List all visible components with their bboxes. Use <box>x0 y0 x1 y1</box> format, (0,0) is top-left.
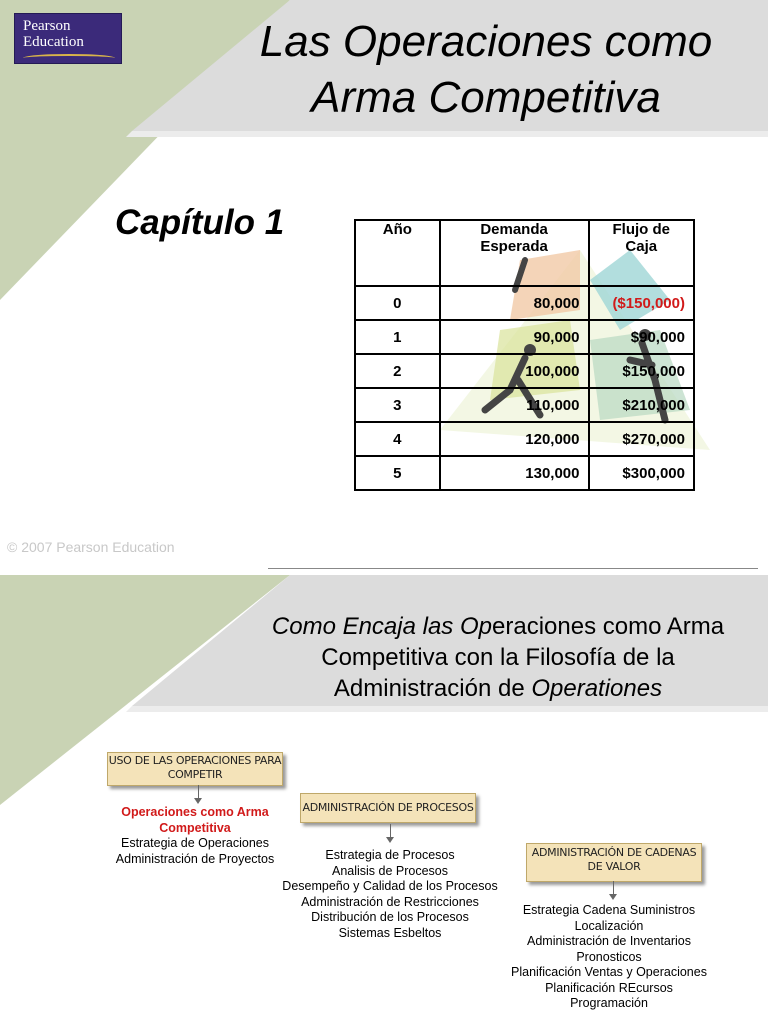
cell-year: 5 <box>355 456 440 490</box>
slide-separator <box>0 563 768 575</box>
cell-demand: 110,000 <box>440 388 589 422</box>
slide-title: Como Encaja las Operaciones como Arma Competitiva con la Filosofía de la Administración de Operationes <box>271 613 725 702</box>
cell-demand: 100,000 <box>440 354 589 388</box>
cell-year: 2 <box>355 354 440 388</box>
slide-2 <box>0 575 768 1024</box>
cell-year: 4 <box>355 422 440 456</box>
slide-title: Las Operaciones como Arma Competitiva <box>259 17 713 122</box>
cell-cash-flow: $210,000 <box>589 388 695 422</box>
list-column-3: Estrategia Cadena Suministros Localización Administración de Inventarios Pronosticos Planificación Ventas y Operaciones Planificación REcursos Programación <box>511 903 707 1010</box>
chapter-label: Capítulo 1 <box>115 203 285 242</box>
cell-demand: 90,000 <box>440 320 589 354</box>
cash-flow-table <box>354 219 695 491</box>
table-row <box>355 388 694 422</box>
box-administracion-procesos: ADMINISTRACIÓN DE PROCESOS <box>300 793 476 823</box>
table-row <box>355 320 694 354</box>
box-uso-operaciones: USO DE LAS OPERACIONES PARA COMPETIR <box>107 752 283 786</box>
cell-cash-flow: $270,000 <box>589 422 695 456</box>
cell-demand: 120,000 <box>440 422 589 456</box>
table-row <box>355 354 694 388</box>
cell-cash-flow: $300,000 <box>589 456 695 490</box>
table-header-row <box>355 220 694 286</box>
list-column-2: Estrategia de Procesos Analisis de Procesos Desempeño y Calidad de los Procesos Administración de Restricciones Distribución de los Procesos Sistemas Esbeltos <box>282 848 498 940</box>
table-row <box>355 422 694 456</box>
header-cash-flow: Flujo de Caja <box>589 220 695 286</box>
slide-separator-line <box>268 568 758 569</box>
box-administracion-cadenas-valor: ADMINISTRACIÓN DE CADENAS DE VALOR <box>526 843 702 882</box>
cell-year: 3 <box>355 388 440 422</box>
table-row <box>355 286 694 320</box>
cell-demand: 80,000 <box>440 286 589 320</box>
copyright-notice: © 2007 Pearson Education <box>7 539 175 555</box>
cell-cash-flow: $90,000 <box>589 320 695 354</box>
table-row <box>355 456 694 490</box>
cell-year: 1 <box>355 320 440 354</box>
pearson-logo: Pearson Education <box>14 13 122 64</box>
header-year: Año <box>355 220 440 286</box>
cell-cash-flow: ($150,000) <box>589 286 695 320</box>
cell-cash-flow: $150,000 <box>589 354 695 388</box>
arrow-down-icon <box>613 881 614 898</box>
cell-demand: 130,000 <box>440 456 589 490</box>
arrow-down-icon <box>198 785 199 802</box>
arrow-down-icon <box>390 824 391 841</box>
list-column-1: Operaciones como Arma Competitiva Estrategia de Operaciones Administración de Proyectos <box>115 805 275 866</box>
cell-year: 0 <box>355 286 440 320</box>
header-demand: Demanda Esperada <box>440 220 589 286</box>
